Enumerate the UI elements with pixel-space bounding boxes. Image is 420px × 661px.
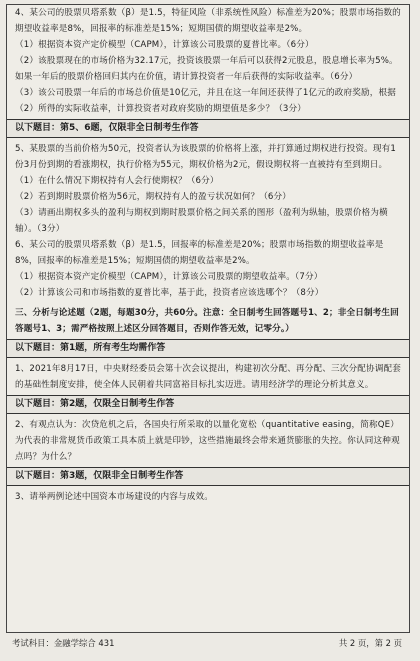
page-footer [6,632,410,654]
section3-title: 三、分析与论述题（2题，每题30分，共60分。注意：全日制考生回答题号1、2；非全日制考生回答题号1、3；需严格按照上述区分回答题目，否则作答无效，记零分。） [15,308,399,334]
q5-sub1: （1）在什么情况下期权持有人会行使期权？（6分） [15,176,219,186]
analysis-q2: 2、有观点认为：次贷危机之后，各国央行所采取的以量化宽松（quantitative easing，简称QE）为代表的非常规货币政策工具本质上就是印钞，这些措施最终会带来通货膨胀的失控。你认同这种观点吗？为什么？ [15,420,400,462]
analysis-q3: 3、请举两例论述中国资本市场建设的内容与成效。 [15,492,213,502]
notice-a3: 以下题目：第3题，仅限非全日制考生作答 [7,467,409,486]
q6-sub2: （2）计算该公司和市场指数的夏普比率，基于此，投资者应该选哪个？（8分） [15,288,324,298]
analysis-q1: 1、2021年8月17日，中央财经委员会第十次会议提出，构建初次分配、再分配、三次分配协调配套的基础性制度安排，使全体人民朝着共同富裕目标扎实迈进。请用经济学的理论分析其意义。 [15,364,401,390]
exam-subject: 考试科目：金融学综合 431 [12,638,115,648]
q6-intro: 6、某公司的股票贝塔系数（β）是1.5，回报率的标准差是20%；股票市场指数的期望收益率是8%，回报率的标准差是15%；短期国债的期望收益率是2%。 [15,240,384,266]
q5-sub3: （3）请画出期权多头的盈利与期权到期时股票价格之间关系的图形（盈利为纵轴，股票价格为横轴）。（3分） [15,208,388,234]
q4-sub3: （3）该公司股票一年后的市场总价值是10亿元，并且在这一年间还获得了1亿元的政府奖励，根据（2）所得的实际收益率，计算投资者对政府奖励的期望值是多少？（3分） [15,88,396,114]
notice-a2: 以下题目：第2题，仅限全日制考生作答 [7,395,409,414]
notice-q5-q6: 以下题目：第5、6题，仅限非全日制考生作答 [7,119,409,138]
q4-sub1: （1）根据资本资产定价模型（CAPM），计算该公司股票的夏普比率。（6分） [15,40,314,50]
page-number: 共 2 页，第 2 页 [338,638,402,648]
q4-sub2: （2）该股票现在的市场价格为32.17元，投资该股票一年后可以获得2元股息，股息增长率为5%。如果一年后的股票价格回归其内在价值，请计算投资者一年后获得的实际收益率。（6分） [15,56,398,82]
notice-a1: 以下题目：第1题，所有考生均需作答 [7,339,409,358]
q6-sub1: （1）根据资本资产定价模型（CAPM），计算该公司股票的期望收益率。（7分） [15,272,323,282]
question-box [6,4,410,632]
q4-intro: 4、某公司的股票贝塔系数（β）是1.5，特征风险（非系统性风险）标准差为20%；股票市场指数的期望收益率是8%，回报率的标准差是15%；短期国债的期望收益率是2%。 [15,8,401,34]
q5-intro: 5、某股票的当前价格为50元，投资者认为该股票的价格将上涨，并打算通过期权进行投资。现有1份3月份到期的看涨期权，执行价格为55元，期权价格为2元，假设期权将一直被持有至到期日。 [15,144,396,170]
q5-sub2: （2）若到期时股票价格为56元，期权持有人的盈亏状况如何？（6分） [15,192,292,202]
